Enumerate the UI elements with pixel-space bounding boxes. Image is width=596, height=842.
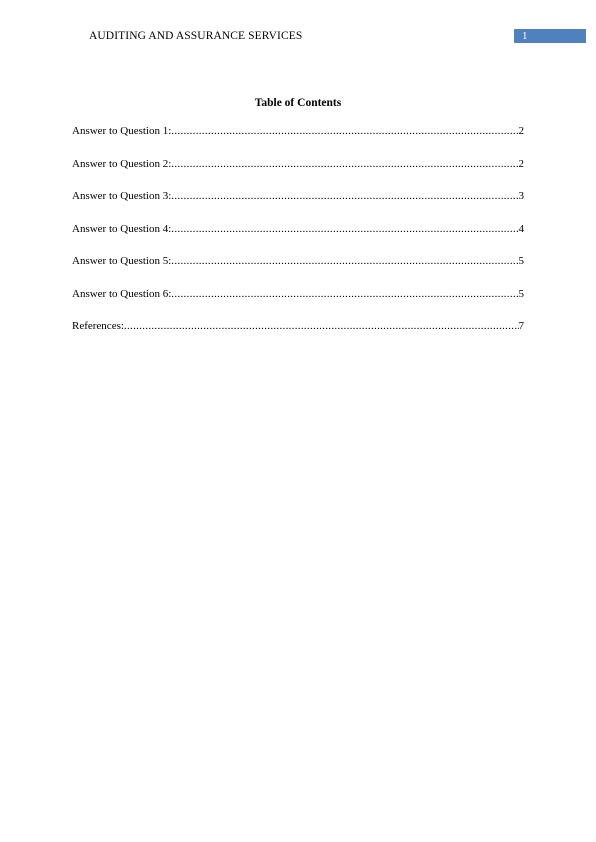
toc-entry-label: Answer to Question 5: (72, 255, 172, 267)
toc-entry-label: References: (72, 320, 124, 332)
toc-entry-page: 3 (518, 190, 524, 202)
toc-entry-label: Answer to Question 3: (72, 190, 172, 202)
toc-dot-leader (171, 287, 518, 301)
toc-entry-page: 4 (518, 222, 524, 235)
toc-entry-question-1[interactable] (72, 124, 524, 138)
toc-entry-label: Answer to Question 2: (72, 157, 172, 170)
toc-dot-leader (171, 254, 518, 268)
page-number: 1 (522, 30, 528, 42)
toc-dot-leader (171, 157, 518, 171)
toc-dot-leader (171, 189, 518, 203)
toc-entry-question-2[interactable] (72, 157, 524, 171)
toc-entry-question-5[interactable] (72, 254, 524, 268)
toc-entry-page: 2 (518, 157, 524, 170)
toc-entry-label: Answer to Question 1: (72, 125, 172, 137)
running-header-title: AUDITING AND ASSURANCE SERVICES (89, 30, 303, 42)
toc-entry-question-3[interactable] (72, 189, 524, 203)
toc-entry-page: 2 (518, 125, 524, 137)
toc-entry-label: Answer to Question 4: (72, 222, 172, 235)
page-number-badge (514, 29, 586, 43)
toc-entry-question-4[interactable] (72, 222, 524, 236)
toc-dot-leader (171, 124, 518, 138)
toc-entry-page: 5 (518, 287, 524, 300)
toc-dot-leader (171, 222, 518, 236)
table-of-contents (72, 124, 524, 352)
toc-heading: Table of Contents (254, 97, 342, 109)
toc-entry-page: 7 (518, 320, 524, 332)
toc-entry-references[interactable] (72, 319, 524, 333)
toc-entry-question-6[interactable] (72, 287, 524, 301)
toc-dot-leader (124, 319, 519, 333)
toc-entry-label: Answer to Question 6: (72, 287, 172, 300)
toc-entry-page: 5 (518, 255, 524, 267)
